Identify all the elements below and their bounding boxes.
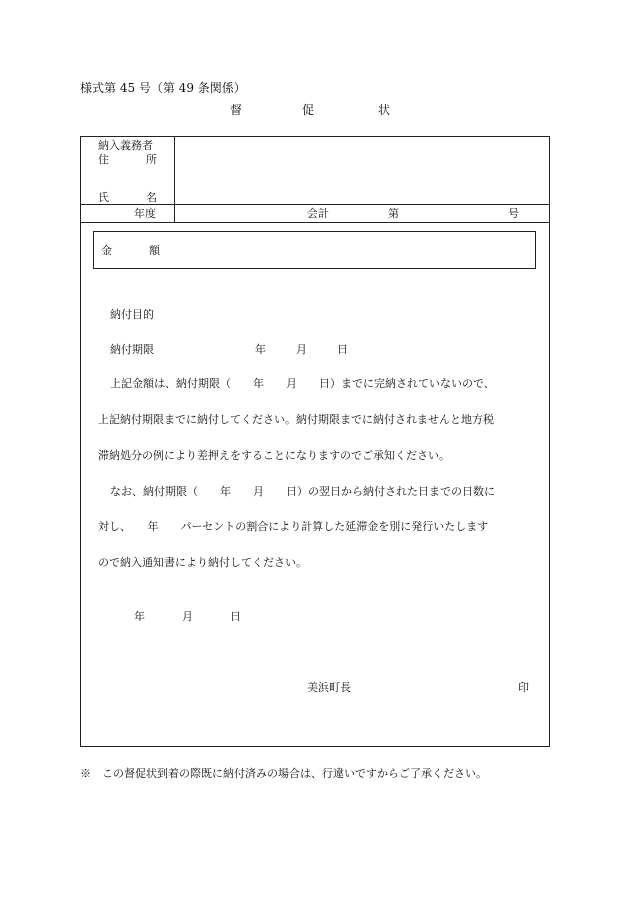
body-line-6: ので納入通知書により納付してください。	[98, 556, 307, 569]
title-char-3: 状	[378, 103, 391, 117]
body-line-4: なお、納付期限（ 年 月 日）の翌日から納付された日までの日数に	[110, 485, 495, 498]
fiscal-year-label: 年度	[134, 207, 156, 220]
title-char-1: 督	[230, 103, 243, 117]
address-label-1: 住	[98, 153, 109, 166]
address-label-2: 所	[146, 153, 157, 166]
issue-date-month: 月	[182, 610, 193, 623]
deadline-day: 日	[337, 343, 348, 356]
form-number: 様式第 45 号（第 49 条関係）	[80, 81, 246, 95]
header-divider-2	[80, 222, 550, 223]
issue-date-year: 年	[134, 610, 145, 623]
name-label-1: 氏	[98, 191, 109, 204]
amount-label-1: 金	[101, 244, 112, 257]
footnote: ※ この督促状到着の際既に納付済みの場合は、行違いですからご了承ください。	[80, 767, 487, 780]
name-label-2: 名	[146, 191, 157, 204]
body-line-5: 対し、 年 パーセントの割合により計算した延滞金を別に発行いたします	[98, 520, 489, 533]
header-divider-vertical	[174, 136, 175, 222]
number-prefix: 第	[388, 207, 399, 220]
seal-mark: 印	[518, 681, 529, 694]
deadline-year: 年	[255, 343, 266, 356]
amount-label-2: 額	[149, 244, 160, 257]
purpose-label: 納付目的	[110, 308, 154, 321]
account-label: 会計	[307, 207, 329, 220]
form-frame	[80, 136, 550, 747]
payer-label: 納入義務者	[98, 139, 153, 152]
number-suffix: 号	[508, 207, 519, 220]
issue-date-day: 日	[230, 610, 241, 623]
body-line-1: 上記金額は、納付期限（ 年 月 日）までに完納されていないので、	[110, 377, 495, 390]
body-line-2: 上記納付期限までに納付してください。納付期限までに納付されませんと地方税	[98, 413, 494, 426]
deadline-label: 納付期限	[110, 343, 154, 356]
header-divider-1	[80, 204, 550, 205]
issuer-name: 美浜町長	[307, 681, 351, 694]
body-line-3: 滞納処分の例により差押えをすることになりますのでご承知ください。	[98, 449, 450, 462]
title-char-2: 促	[302, 103, 315, 117]
deadline-month: 月	[296, 343, 307, 356]
